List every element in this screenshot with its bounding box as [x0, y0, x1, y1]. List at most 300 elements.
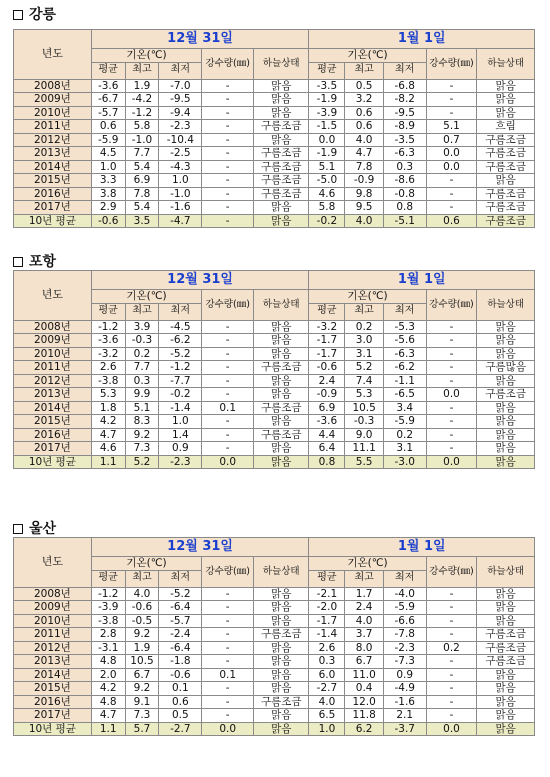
min-temp-cell: -2.5 — [159, 147, 202, 161]
max-temp-cell: 5.2 — [345, 361, 383, 375]
mean-temp-cell: -1.2 — [91, 320, 125, 334]
sky-cell: 구름조금 — [477, 214, 535, 228]
year-cell: 2013년 — [14, 147, 92, 161]
max-temp-cell: 8.3 — [125, 415, 159, 429]
precip-cell: - — [202, 428, 254, 442]
table-row — [14, 428, 535, 442]
mean-temp-cell: -1.2 — [91, 587, 125, 601]
max-temp-cell: 9.0 — [345, 428, 383, 442]
mean-temp-cell: -3.6 — [309, 415, 345, 429]
table-row — [14, 682, 535, 696]
mean-temp-cell: -3.5 — [309, 79, 345, 93]
mean-temp-cell: -3.9 — [91, 601, 125, 615]
max-temp-cell: 7.3 — [125, 442, 159, 456]
date-header-jan1: 1월 1일 — [309, 30, 535, 49]
min-temp-cell: -1.6 — [383, 695, 426, 709]
max-temp-cell: 3.9 — [125, 320, 159, 334]
precip-cell: - — [202, 133, 254, 147]
year-cell: 2012년 — [14, 374, 92, 388]
min-temp-cell: -7.8 — [383, 628, 426, 642]
sky-cell: 맑음 — [477, 428, 535, 442]
min-temp-cell: -3.5 — [383, 133, 426, 147]
table-row — [14, 388, 535, 402]
min-header: 최저 — [383, 570, 426, 587]
max-temp-cell: 10.5 — [345, 401, 383, 415]
max-temp-cell: 6.7 — [125, 668, 159, 682]
min-temp-cell: -2.4 — [159, 628, 202, 642]
min-temp-cell: -1.8 — [159, 655, 202, 669]
date-header-jan1: 1월 1일 — [309, 271, 535, 290]
sky-cell: 맑음 — [254, 201, 309, 215]
min-temp-cell: -9.5 — [159, 93, 202, 107]
min-temp-cell: -5.2 — [159, 347, 202, 361]
year-cell: 2012년 — [14, 641, 92, 655]
sky-cell: 맑음 — [254, 388, 309, 402]
min-temp-cell: 0.6 — [159, 695, 202, 709]
precip-cell: 0.1 — [202, 401, 254, 415]
sky-cell: 구름조금 — [477, 147, 535, 161]
year-cell: 2016년 — [14, 695, 92, 709]
year-cell: 2015년 — [14, 682, 92, 696]
mean-temp-cell: 2.6 — [91, 361, 125, 375]
year-header: 년도 — [14, 271, 92, 321]
min-temp-cell: -4.7 — [159, 214, 202, 228]
mean-temp-cell: 3.3 — [91, 174, 125, 188]
sky-header: 하늘상태 — [477, 49, 535, 80]
max-temp-cell: 5.4 — [125, 201, 159, 215]
weather-table — [13, 29, 535, 228]
mean-temp-cell: -0.6 — [309, 361, 345, 375]
precip-cell: - — [426, 587, 477, 601]
sky-cell: 구름조금 — [477, 655, 535, 669]
precip-cell: 0.1 — [202, 668, 254, 682]
min-temp-cell: -2.3 — [159, 120, 202, 134]
year-cell: 2008년 — [14, 587, 92, 601]
table-row — [14, 601, 535, 615]
mean-temp-cell: 1.0 — [91, 160, 125, 174]
table-row — [14, 120, 535, 134]
mean-header: 평균 — [309, 62, 345, 79]
table-row — [14, 147, 535, 161]
min-temp-cell: -6.6 — [383, 614, 426, 628]
max-temp-cell: 11.1 — [345, 442, 383, 456]
precip-cell: - — [202, 655, 254, 669]
sky-cell: 맑음 — [254, 722, 309, 736]
mean-header: 평균 — [91, 570, 125, 587]
min-temp-cell: -9.4 — [159, 106, 202, 120]
table-row — [14, 695, 535, 709]
max-header: 최고 — [345, 570, 383, 587]
min-header: 최저 — [383, 62, 426, 79]
sky-cell: 맑음 — [477, 722, 535, 736]
precip-cell: - — [426, 401, 477, 415]
year-cell: 2009년 — [14, 601, 92, 615]
max-temp-cell: 8.0 — [345, 641, 383, 655]
max-temp-cell: 9.2 — [125, 682, 159, 696]
min-temp-cell: -4.3 — [159, 160, 202, 174]
min-temp-cell: -1.1 — [383, 374, 426, 388]
sky-cell: 구름조금 — [254, 160, 309, 174]
date-header-dec31: 12월 31일 — [91, 538, 309, 557]
max-temp-cell: 2.4 — [345, 601, 383, 615]
min-temp-cell: -0.8 — [383, 187, 426, 201]
mean-temp-cell: -3.8 — [91, 374, 125, 388]
mean-temp-cell: 4.7 — [91, 709, 125, 723]
year-cell: 2014년 — [14, 668, 92, 682]
year-cell: 2014년 — [14, 401, 92, 415]
mean-temp-cell: 2.0 — [91, 668, 125, 682]
checkbox-icon — [13, 524, 23, 534]
precip-cell: - — [202, 614, 254, 628]
sky-cell: 맑음 — [477, 614, 535, 628]
max-header: 최고 — [125, 570, 159, 587]
precip-cell: 0.6 — [426, 214, 477, 228]
min-temp-cell: -6.3 — [383, 147, 426, 161]
max-temp-cell: 7.7 — [125, 147, 159, 161]
mean-temp-cell: -6.7 — [91, 93, 125, 107]
min-temp-cell: -7.0 — [159, 79, 202, 93]
sky-cell: 맑음 — [477, 601, 535, 615]
min-temp-cell: 3.4 — [383, 401, 426, 415]
min-temp-cell: -4.9 — [383, 682, 426, 696]
min-header: 최저 — [159, 62, 202, 79]
checkbox-icon — [13, 10, 23, 20]
precip-cell: - — [426, 79, 477, 93]
precip-cell: - — [202, 79, 254, 93]
year-cell: 2011년 — [14, 361, 92, 375]
table-row — [14, 320, 535, 334]
sky-header: 하늘상태 — [477, 557, 535, 588]
sky-cell: 맑음 — [254, 601, 309, 615]
sky-cell: 맑음 — [477, 415, 535, 429]
max-temp-cell: -0.3 — [345, 415, 383, 429]
sky-header: 하늘상태 — [254, 49, 309, 80]
sky-cell: 구름조금 — [254, 401, 309, 415]
min-temp-cell: -6.8 — [383, 79, 426, 93]
table-row — [14, 709, 535, 723]
year-cell: 2014년 — [14, 160, 92, 174]
precip-cell: - — [426, 201, 477, 215]
min-temp-cell: -9.5 — [383, 106, 426, 120]
mean-temp-cell: 0.6 — [91, 120, 125, 134]
sky-cell: 구름조금 — [254, 187, 309, 201]
mean-temp-cell: -0.2 — [309, 214, 345, 228]
sky-cell: 구름조금 — [477, 388, 535, 402]
precip-cell: - — [426, 320, 477, 334]
max-temp-cell: 0.3 — [125, 374, 159, 388]
max-temp-cell: 10.5 — [125, 655, 159, 669]
max-temp-cell: 11.8 — [345, 709, 383, 723]
max-temp-cell: 7.4 — [345, 374, 383, 388]
min-temp-cell: 1.0 — [159, 415, 202, 429]
sky-cell: 구름조금 — [254, 695, 309, 709]
min-temp-cell: 1.4 — [159, 428, 202, 442]
table-row — [14, 79, 535, 93]
max-temp-cell: -1.2 — [125, 106, 159, 120]
mean-temp-cell: 6.9 — [309, 401, 345, 415]
min-temp-cell: -8.9 — [383, 120, 426, 134]
sky-cell: 맑음 — [477, 93, 535, 107]
table-row — [14, 160, 535, 174]
sky-header: 하늘상태 — [254, 290, 309, 321]
year-cell: 2016년 — [14, 187, 92, 201]
table-row — [14, 93, 535, 107]
table-row — [14, 361, 535, 375]
date-header-jan1: 1월 1일 — [309, 538, 535, 557]
mean-temp-cell: -1.9 — [309, 93, 345, 107]
min-temp-cell: 0.8 — [383, 201, 426, 215]
min-temp-cell: -5.9 — [383, 415, 426, 429]
mean-header: 평균 — [91, 303, 125, 320]
min-temp-cell: -2.7 — [159, 722, 202, 736]
max-temp-cell: 9.2 — [125, 428, 159, 442]
section-title: 포항 — [13, 252, 56, 272]
max-header: 최고 — [345, 62, 383, 79]
max-header: 최고 — [345, 303, 383, 320]
year-cell: 2008년 — [14, 79, 92, 93]
sky-cell: 맑음 — [254, 133, 309, 147]
mean-temp-cell: 1.8 — [91, 401, 125, 415]
year-cell: 10년 평균 — [14, 722, 92, 736]
year-cell: 2010년 — [14, 347, 92, 361]
sky-cell: 맑음 — [254, 79, 309, 93]
year-cell: 2012년 — [14, 133, 92, 147]
weather-table — [13, 537, 535, 736]
min-temp-cell: -6.2 — [159, 334, 202, 348]
year-cell: 2008년 — [14, 320, 92, 334]
mean-temp-cell: 2.9 — [91, 201, 125, 215]
year-cell: 2011년 — [14, 628, 92, 642]
section-title: 울산 — [13, 519, 56, 539]
mean-temp-cell: -1.7 — [309, 614, 345, 628]
max-temp-cell: 4.0 — [345, 614, 383, 628]
precip-cell: - — [426, 93, 477, 107]
year-cell: 2015년 — [14, 415, 92, 429]
year-cell: 2009년 — [14, 334, 92, 348]
mean-temp-cell: 2.4 — [309, 374, 345, 388]
precip-cell: - — [426, 361, 477, 375]
sky-cell: 맑음 — [477, 374, 535, 388]
precip-cell: - — [202, 709, 254, 723]
sky-cell: 맑음 — [477, 320, 535, 334]
max-temp-cell: 6.9 — [125, 174, 159, 188]
sky-cell: 맑음 — [254, 93, 309, 107]
mean-temp-cell: 4.6 — [309, 187, 345, 201]
min-temp-cell: 0.9 — [383, 668, 426, 682]
min-temp-cell: 0.2 — [383, 428, 426, 442]
max-temp-cell: 6.7 — [345, 655, 383, 669]
mean-header: 평균 — [309, 303, 345, 320]
precip-cell: - — [426, 601, 477, 615]
sky-cell: 맑음 — [477, 106, 535, 120]
sky-cell: 맑음 — [254, 415, 309, 429]
min-temp-cell: -5.7 — [159, 614, 202, 628]
precip-cell: 0.0 — [426, 722, 477, 736]
mean-temp-cell: 6.0 — [309, 668, 345, 682]
min-temp-cell: -5.9 — [383, 601, 426, 615]
min-temp-cell: 0.3 — [383, 160, 426, 174]
mean-temp-cell: -2.7 — [309, 682, 345, 696]
temp-header: 기온(℃) — [309, 290, 426, 304]
year-cell: 2017년 — [14, 442, 92, 456]
precip-cell: - — [202, 347, 254, 361]
min-temp-cell: -2.3 — [159, 455, 202, 469]
max-temp-cell: 3.2 — [345, 93, 383, 107]
max-temp-cell: -0.5 — [125, 614, 159, 628]
mean-temp-cell: 4.4 — [309, 428, 345, 442]
min-temp-cell: -1.2 — [159, 361, 202, 375]
sky-cell: 구름조금 — [254, 628, 309, 642]
mean-temp-cell: 0.0 — [309, 133, 345, 147]
precip-cell: - — [426, 415, 477, 429]
max-temp-cell: 3.7 — [345, 628, 383, 642]
precip-cell: - — [426, 695, 477, 709]
precip-cell: - — [202, 361, 254, 375]
max-temp-cell: 5.1 — [125, 401, 159, 415]
max-temp-cell: 1.9 — [125, 641, 159, 655]
precip-cell: 5.1 — [426, 120, 477, 134]
sky-cell: 구름조금 — [254, 147, 309, 161]
precip-cell: - — [202, 120, 254, 134]
max-temp-cell: 5.4 — [125, 160, 159, 174]
sky-cell: 맑음 — [477, 695, 535, 709]
precip-cell: - — [426, 442, 477, 456]
precip-cell: - — [426, 106, 477, 120]
year-cell: 2009년 — [14, 93, 92, 107]
min-temp-cell: 0.5 — [159, 709, 202, 723]
min-temp-cell: -5.2 — [159, 587, 202, 601]
max-temp-cell: 9.5 — [345, 201, 383, 215]
mean-temp-cell: -3.6 — [91, 334, 125, 348]
min-temp-cell: -7.3 — [383, 655, 426, 669]
mean-temp-cell: 5.3 — [91, 388, 125, 402]
max-temp-cell: 3.1 — [345, 347, 383, 361]
precip-cell: - — [202, 147, 254, 161]
mean-temp-cell: 0.8 — [309, 455, 345, 469]
max-temp-cell: 3.5 — [125, 214, 159, 228]
average-row — [14, 722, 535, 736]
sky-cell: 구름조금 — [254, 361, 309, 375]
min-header: 최저 — [159, 570, 202, 587]
mean-temp-cell: 4.2 — [91, 682, 125, 696]
precip-cell: - — [426, 682, 477, 696]
year-cell: 10년 평균 — [14, 455, 92, 469]
table-row — [14, 415, 535, 429]
sky-cell: 구름조금 — [477, 133, 535, 147]
min-temp-cell: 3.1 — [383, 442, 426, 456]
max-temp-cell: 5.5 — [345, 455, 383, 469]
sky-cell: 흐림 — [477, 120, 535, 134]
min-temp-cell: -8.2 — [383, 93, 426, 107]
sky-cell: 맑음 — [477, 334, 535, 348]
table-row — [14, 106, 535, 120]
max-temp-cell: 1.9 — [125, 79, 159, 93]
year-cell: 2015년 — [14, 174, 92, 188]
precip-cell: - — [426, 334, 477, 348]
sky-cell: 맑음 — [254, 682, 309, 696]
precip-cell: - — [202, 442, 254, 456]
sky-cell: 맑음 — [477, 668, 535, 682]
mean-temp-cell: 4.8 — [91, 655, 125, 669]
mean-temp-cell: 4.6 — [91, 442, 125, 456]
precip-cell: - — [202, 187, 254, 201]
max-temp-cell: 5.3 — [345, 388, 383, 402]
precip-cell: 0.0 — [202, 455, 254, 469]
max-temp-cell: 11.0 — [345, 668, 383, 682]
max-temp-cell: 7.7 — [125, 361, 159, 375]
mean-temp-cell: 4.0 — [309, 695, 345, 709]
max-temp-cell: -0.3 — [125, 334, 159, 348]
precip-header: 강수량(㎜) — [202, 557, 254, 588]
precip-cell: - — [202, 106, 254, 120]
mean-temp-cell: 4.8 — [91, 695, 125, 709]
precip-cell: - — [202, 174, 254, 188]
sky-cell: 구름조금 — [254, 428, 309, 442]
min-temp-cell: 1.0 — [159, 174, 202, 188]
weather-table — [13, 270, 535, 469]
mean-header: 평균 — [309, 570, 345, 587]
min-temp-cell: -4.0 — [383, 587, 426, 601]
mean-temp-cell: -5.9 — [91, 133, 125, 147]
mean-temp-cell: 1.0 — [309, 722, 345, 736]
max-temp-cell: 0.2 — [125, 347, 159, 361]
mean-temp-cell: -3.6 — [91, 79, 125, 93]
precip-cell: 0.0 — [426, 388, 477, 402]
precip-cell: 0.0 — [202, 722, 254, 736]
min-temp-cell: -6.5 — [383, 388, 426, 402]
precip-cell: 0.0 — [426, 147, 477, 161]
max-temp-cell: 0.4 — [345, 682, 383, 696]
precip-cell: 0.0 — [426, 160, 477, 174]
min-temp-cell: -6.4 — [159, 641, 202, 655]
sky-cell: 구름조금 — [477, 628, 535, 642]
mean-temp-cell: -1.4 — [309, 628, 345, 642]
sky-cell: 구름조금 — [254, 120, 309, 134]
precip-cell: - — [426, 187, 477, 201]
precip-cell: - — [202, 160, 254, 174]
min-temp-cell: -6.2 — [383, 361, 426, 375]
year-cell: 2010년 — [14, 614, 92, 628]
precip-cell: - — [426, 628, 477, 642]
sky-cell: 맑음 — [477, 442, 535, 456]
min-temp-cell: -3.7 — [383, 722, 426, 736]
temp-header: 기온(℃) — [309, 557, 426, 571]
max-temp-cell: 12.0 — [345, 695, 383, 709]
temp-header: 기온(℃) — [91, 290, 201, 304]
table-row — [14, 628, 535, 642]
table-row — [14, 655, 535, 669]
precip-header: 강수량(㎜) — [426, 290, 477, 321]
sky-cell: 구름조금 — [477, 641, 535, 655]
precip-cell: - — [426, 347, 477, 361]
max-temp-cell: 0.2 — [345, 320, 383, 334]
mean-temp-cell: 0.3 — [309, 655, 345, 669]
sky-cell: 구름조금 — [477, 160, 535, 174]
temp-header: 기온(℃) — [91, 49, 201, 63]
sky-cell: 맑음 — [254, 655, 309, 669]
max-temp-cell: 4.0 — [345, 214, 383, 228]
year-cell: 2010년 — [14, 106, 92, 120]
table-row — [14, 442, 535, 456]
mean-header: 평균 — [91, 62, 125, 79]
max-temp-cell: 9.1 — [125, 695, 159, 709]
average-row — [14, 455, 535, 469]
table-row — [14, 614, 535, 628]
year-header: 년도 — [14, 538, 92, 588]
precip-cell: - — [202, 641, 254, 655]
mean-temp-cell: -3.8 — [91, 614, 125, 628]
max-temp-cell: 7.8 — [125, 187, 159, 201]
